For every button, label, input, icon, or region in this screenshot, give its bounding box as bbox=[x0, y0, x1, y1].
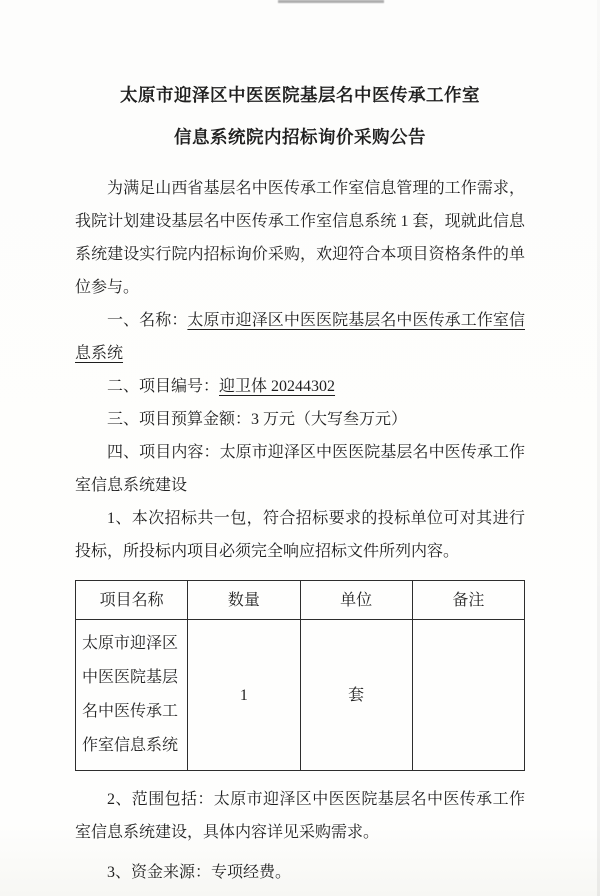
table-row bbox=[76, 620, 525, 771]
document-title bbox=[75, 74, 525, 158]
col-header-project-name: 项目名称 bbox=[76, 581, 188, 620]
item-project-content-label: 四、项目内容： bbox=[107, 444, 220, 461]
item-project-name bbox=[75, 304, 525, 370]
item-project-content-value: 太原市迎泽区中医医院基层名中医传承工作室信息系统建设 bbox=[75, 444, 525, 494]
item-project-number bbox=[75, 370, 525, 403]
item-project-name-value: 太原市迎泽区中医医院基层名中医传承工作室信息系统 bbox=[75, 312, 525, 362]
items-table bbox=[75, 580, 525, 771]
cell-unit: 套 bbox=[300, 620, 412, 771]
item-project-budget-value: 3 万元（大写叁万元） bbox=[251, 411, 408, 428]
document-title-line2: 信息系统院内招标询价采购公告 bbox=[174, 127, 426, 147]
cell-quantity: 1 bbox=[188, 620, 300, 771]
document-title-line1: 太原市迎泽区中医医院基层名中医传承工作室 bbox=[120, 85, 480, 105]
item-project-number-value: 迎卫体 20244302 bbox=[219, 378, 336, 395]
intro-paragraph: 为满足山西省基层名中医传承工作室信息管理的工作需求，我院计划建设基层名中医传承工作室信息系统 1 套，现就此信息系统建设实行院内招标询价采购，欢迎符合本项目资格条件的单位参与。 bbox=[75, 180, 525, 296]
clause-funding: 3、资金来源：专项经费。 bbox=[107, 864, 292, 881]
cell-project-name: 太原市迎泽区中医医院基层名中医传承工作室信息系统 bbox=[76, 620, 188, 771]
col-header-quantity: 数量 bbox=[188, 581, 300, 620]
document-body bbox=[75, 172, 525, 889]
col-header-unit: 单位 bbox=[300, 581, 412, 620]
cell-note bbox=[412, 620, 524, 771]
col-header-note: 备注 bbox=[412, 581, 524, 620]
items-table-header-row bbox=[76, 581, 525, 620]
item-project-number-label: 二、项目编号： bbox=[107, 378, 220, 395]
item-project-name-label: 一、名称： bbox=[107, 312, 188, 329]
scan-artifact-top bbox=[278, 0, 384, 3]
item-project-budget bbox=[75, 403, 525, 436]
item-project-content bbox=[75, 436, 525, 502]
clause-scope: 2、范围包括：太原市迎泽区中医医院基层名中医传承工作室信息系统建设，具体内容详见采购需求。 bbox=[75, 791, 525, 841]
item-project-budget-label: 三、项目预算金额： bbox=[107, 411, 252, 428]
clause-lot: 1、本次招标共一包，符合招标要求的投标单位可对其进行投标，所投标内项目必须完全响应招标文件所列内容。 bbox=[75, 510, 525, 560]
